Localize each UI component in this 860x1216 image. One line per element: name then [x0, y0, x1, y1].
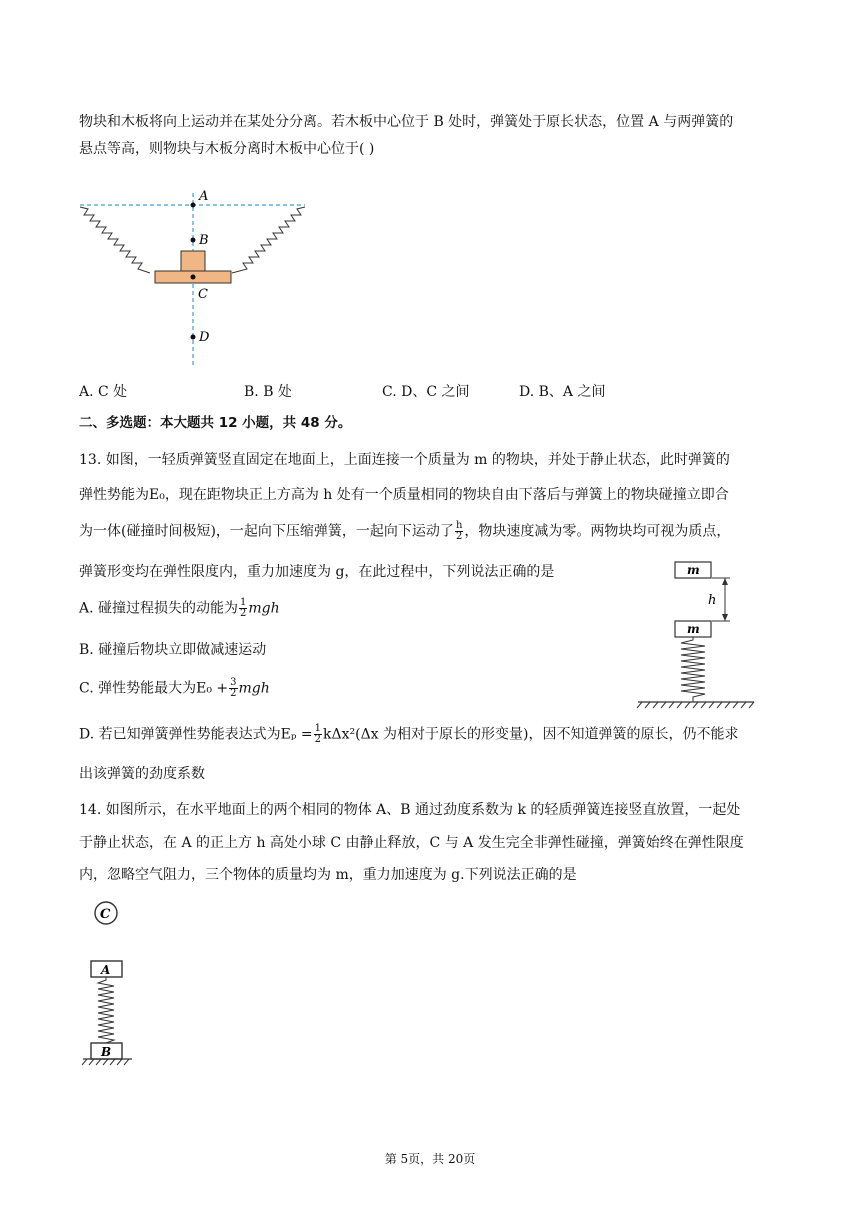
label-b: B	[199, 233, 209, 248]
h-arrow-up	[722, 578, 728, 585]
h-arrow-down	[722, 614, 728, 621]
q13-option-a-pre: A. 碰撞过程损失的动能为	[79, 600, 239, 617]
fraction-den: 2	[455, 531, 463, 542]
fraction-num: 1	[240, 597, 247, 608]
label-c: C	[198, 287, 208, 302]
fraction-1-over-2	[239, 598, 247, 619]
label-d: D	[199, 330, 210, 345]
q13-line-4: 弹簧形变均在弹性限度内，重力加速度为 g，在此过程中，下列说法正确的是	[79, 564, 555, 580]
fraction-num: 1	[314, 723, 321, 734]
block-b-label: B	[101, 1045, 112, 1059]
intro-line-2: 悬点等高，则物块与木板分离时木板中心位于( )	[79, 141, 375, 157]
q13-line-3-a: 为一体(碰撞时间极短)，一起向下压缩弹簧，一起向下运动了	[79, 523, 454, 540]
section-title: 二、多选题：本大题共 12 小题，共 48 分。	[79, 415, 352, 431]
ab-spring	[98, 977, 114, 1043]
q13-option-a-post: mgh	[248, 600, 280, 617]
q13-option-a	[79, 598, 280, 619]
q14-line-1: 14. 如图所示，在水平地面上的两个相同的物体 A、B 通过劲度系数为 k 的轻质弹簧连接竖直放置，一起处	[79, 802, 741, 818]
bottom-block-label: m	[687, 622, 700, 636]
q13-option-d-post: kΔx²(Δx 为相对于原长的形变量)，因不知道弹簧的原长，仍不能求	[323, 726, 739, 743]
q13-line-1: 13. 如图，一轻质弹簧竖直固定在地面上，上面连接一个质量为 m 的物块，并处于静止状态，此时弹簧的	[79, 452, 730, 468]
q14-line-2: 于静止状态，在 A 的正上方 h 高处小球 C 由静止释放，C 与 A 发生完全非弹性碰撞，弹簧始终在弹性限度	[79, 835, 744, 851]
ball-c-label: C	[100, 907, 111, 922]
fraction-den: 2	[314, 734, 321, 745]
intro-line-1: 物块和木板将向上运动并在某处分分离。若木板中心位于 B 处时，弹簧处于原长状态，位置 A 与两弹簧的	[79, 114, 734, 130]
q13-option-c-pre: C. 弹性势能最大为E₀ +	[79, 680, 229, 697]
vertical-spring	[681, 637, 705, 702]
fraction-3-over-2	[229, 678, 237, 699]
q13-option-d-line-2: 出该弹簧的劲度系数	[79, 766, 205, 782]
fraction-h-over-2	[455, 521, 463, 542]
point-b-dot	[191, 238, 196, 243]
ground-hatch	[637, 702, 754, 708]
fraction-den: 2	[230, 688, 237, 699]
fraction-den: 2	[240, 608, 247, 619]
point-d-dot	[191, 335, 196, 340]
q13-option-c-post: mgh	[238, 680, 270, 697]
h-label: h	[708, 593, 717, 608]
q13-line-2: 弹性势能为E₀，现在距物块正上方高为 h 处有一个质量相同的物块自由下落后与弹簧上的物块碰撞立即合	[79, 487, 729, 503]
block-a-label: A	[101, 963, 111, 977]
q13-line-3-b: ，物块速度减为零。两物块均可视为质点，	[464, 523, 731, 540]
q14-line-3: 内，忽略空气阻力，三个物体的质量均为 m，重力加速度为 g.下列说法正确的是	[79, 867, 577, 883]
ground-hatch	[82, 1059, 129, 1065]
page-footer: 第 5页，共 20页	[384, 1152, 476, 1166]
block	[181, 251, 205, 271]
point-a-dot	[191, 203, 196, 208]
right-spring	[232, 207, 305, 273]
q13-option-d-pre: D. 若已知弹簧弹性势能表达式为Eₚ =	[79, 726, 313, 743]
left-spring	[80, 207, 150, 273]
q12-option-c: C. D、C 之间	[382, 384, 470, 400]
point-c-dot	[191, 275, 196, 280]
q12-option-a: A. C 处	[79, 384, 128, 400]
fraction-num: 3	[230, 677, 237, 688]
figure-ball-blocks	[80, 898, 150, 1070]
top-block-label: m	[687, 563, 700, 577]
label-a: A	[199, 189, 209, 204]
q12-option-d: D. B、A 之间	[519, 384, 606, 400]
fraction-1-over-2	[314, 724, 322, 745]
q13-option-b: B. 碰撞后物块立即做减速运动	[79, 642, 267, 658]
q13-option-d	[79, 724, 738, 745]
fraction-num: h	[455, 520, 463, 531]
q13-option-c	[79, 678, 270, 699]
figure-mass-spring	[636, 558, 766, 718]
q12-option-b: B. B 处	[244, 384, 292, 400]
q13-line-3	[79, 521, 730, 542]
figure-springs-board	[70, 185, 320, 375]
